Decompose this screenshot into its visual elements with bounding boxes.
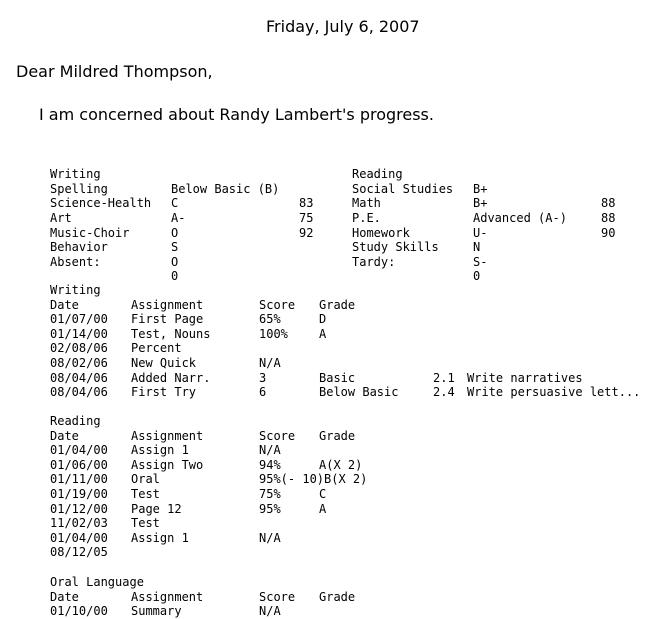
summary-grade: O	[171, 254, 179, 269]
summary-score: 90	[601, 225, 616, 240]
cell-assignment: Assign 1	[131, 530, 189, 545]
summary-grade: S	[171, 240, 179, 255]
cell-assignment: Oral	[131, 472, 160, 487]
cell-assignment: Assign Two	[131, 457, 204, 472]
cell-date: 08/12/05	[50, 545, 108, 560]
column-header-score: Score	[259, 589, 296, 604]
cell-grade: A	[319, 326, 327, 341]
cell-date: 01/11/00	[50, 472, 108, 487]
summary-score: 92	[299, 225, 314, 240]
summary-grade: B+	[473, 181, 488, 196]
summary-grade: Advanced (A-)	[473, 210, 567, 225]
cell-score: N/A	[259, 356, 281, 370]
cell-standard: 2.1	[433, 370, 455, 385]
letter-date: Friday, July 6, 2007	[266, 17, 420, 36]
summary-subject: Homework	[352, 225, 410, 240]
summary-grade: S-	[473, 254, 488, 269]
summary-left-subjects	[50, 167, 151, 269]
cell-score: 95%	[259, 501, 281, 516]
summary-right-grades	[473, 182, 567, 284]
cell-date: 01/14/00	[50, 326, 108, 341]
cell-score: 100%	[259, 326, 288, 341]
cell-grade: Below Basic	[319, 385, 399, 400]
cell-date: 02/08/06	[50, 341, 108, 356]
cell-date: 08/02/06	[50, 356, 108, 370]
summary-right	[352, 138, 622, 284]
summary-left	[50, 138, 320, 284]
summary-grade: 0	[473, 269, 481, 284]
summary-subject: P.E.	[352, 210, 381, 225]
cell-date: 11/02/03	[50, 516, 108, 531]
cell-grade: C	[319, 487, 327, 501]
column-header-grade: Grade	[319, 589, 356, 604]
cell-assignment: Test	[131, 516, 160, 531]
summary-left-scores	[299, 196, 313, 298]
section-title: Writing	[50, 283, 101, 297]
column-header-grade: Grade	[319, 297, 356, 312]
cell-assignment: Test, Nouns	[131, 326, 211, 341]
cell-grade: A(X 2)	[319, 457, 363, 472]
cell-score: N/A	[259, 443, 281, 458]
column-header-assignment: Assignment	[131, 428, 204, 443]
summary-right-subjects	[352, 167, 453, 269]
cell-score: 75%	[259, 487, 281, 501]
summary-right-scores	[601, 196, 615, 298]
cell-date: 01/06/00	[50, 457, 108, 472]
summary-score	[601, 284, 615, 299]
summary-score: 88	[601, 196, 616, 211]
cell-score: N/A	[259, 530, 281, 545]
cell-assignment: Added Narr.	[131, 370, 211, 385]
summary-subject: Art	[50, 210, 72, 225]
summary-score	[299, 284, 313, 299]
summary-subject: Music-Choir	[50, 225, 130, 240]
cell-grade: Basic	[319, 370, 356, 385]
cell-assignment: Summary	[131, 604, 182, 619]
cell-date: 01/04/00	[50, 530, 108, 545]
column-header-assignment: Assignment	[131, 589, 204, 604]
cell-score: 65%	[259, 312, 281, 327]
summary-subject: Reading	[352, 167, 403, 182]
cell-assignment: First Try	[131, 385, 197, 400]
column-header-assignment: Assignment	[131, 297, 204, 312]
column-header-date: Date	[50, 428, 79, 443]
summary-grade: U-	[473, 225, 488, 240]
cell-date: 01/19/00	[50, 487, 108, 501]
column-header-score: Score	[259, 297, 296, 312]
summary-score	[601, 240, 615, 255]
summary-subject: Tardy:	[352, 254, 396, 269]
cell-standard: 2.4	[433, 385, 455, 400]
cell-score: 95%(- 10)B(X 2)	[259, 472, 368, 487]
cell-score: N/A	[259, 604, 281, 619]
column-header-date: Date	[50, 589, 79, 604]
summary-grade: O	[171, 225, 179, 240]
cell-grade: A	[319, 501, 327, 516]
summary-score	[299, 255, 313, 270]
cell-assignment: Assign 1	[131, 443, 189, 458]
column-header-score: Score	[259, 428, 296, 443]
letter-salutation: Dear Mildred Thompson,	[16, 62, 213, 81]
cell-assignment: First Page	[131, 312, 204, 327]
column-header-grade: Grade	[319, 428, 356, 443]
cell-desc: Write narratives	[467, 370, 583, 385]
cell-score: 6	[259, 385, 267, 400]
section-title: Oral Language	[50, 575, 144, 589]
summary-grade: B+	[473, 196, 488, 211]
summary-score	[299, 269, 313, 284]
summary-subject: Social Studies	[352, 181, 454, 196]
summary-subject: Absent:	[50, 254, 101, 269]
summary-score: 88	[601, 210, 616, 225]
summary-grade: N	[473, 240, 481, 255]
section-title: Reading	[50, 414, 101, 428]
cell-score: 3	[259, 370, 267, 385]
cell-score: 94%	[259, 457, 281, 472]
cell-assignment: New Quick	[131, 356, 197, 370]
summary-grade: A-	[171, 210, 186, 225]
cell-desc: Write persuasive lett...	[467, 385, 641, 400]
summary-grade: 0	[171, 269, 179, 284]
summary-score	[299, 240, 313, 255]
summary-score	[601, 269, 615, 284]
cell-assignment: Percent	[131, 341, 182, 356]
cell-date: 01/07/00	[50, 312, 108, 327]
cell-date: 08/04/06	[50, 385, 108, 400]
cell-assignment: Page 12	[131, 501, 182, 516]
summary-grade: C	[171, 196, 179, 211]
cell-date: 01/12/00	[50, 501, 108, 516]
cell-date: 08/04/06	[50, 370, 108, 385]
summary-subject: Science-Health	[50, 196, 152, 211]
summary-subject: Spelling	[50, 181, 108, 196]
summary-score: 83	[299, 196, 314, 211]
column-header-date: Date	[50, 297, 79, 312]
cell-grade: D	[319, 312, 327, 327]
summary-subject: Study Skills	[352, 240, 439, 255]
summary-score: 75	[299, 210, 314, 225]
cell-assignment: Test	[131, 487, 160, 501]
summary-subject: Writing	[50, 167, 101, 182]
summary-subject: Math	[352, 196, 381, 211]
summary-left-grades	[171, 182, 279, 284]
cell-date: 01/04/00	[50, 443, 108, 458]
cell-date: 01/10/00	[50, 604, 108, 619]
summary-subject: Behavior	[50, 240, 108, 255]
summary-score	[601, 255, 615, 270]
summary-grade: Below Basic (B)	[171, 181, 280, 196]
letter-concern: I am concerned about Randy Lambert's progress.	[39, 105, 434, 124]
